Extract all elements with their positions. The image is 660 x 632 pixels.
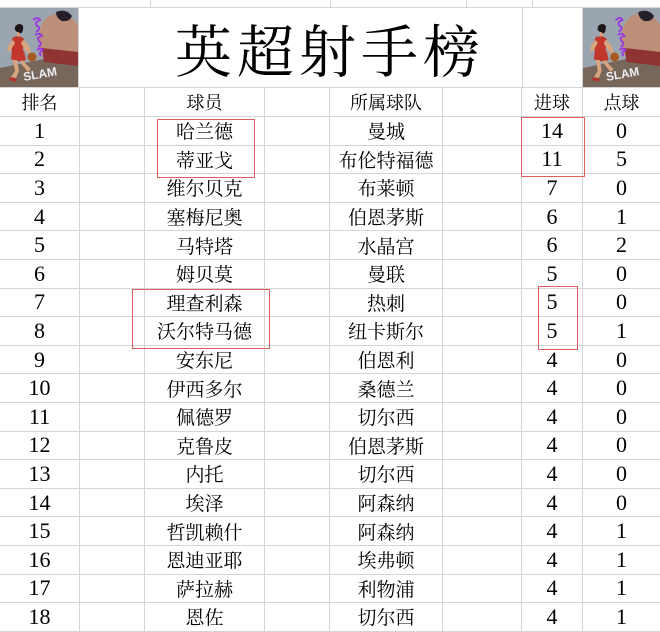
header-goals: 进球 xyxy=(522,88,583,117)
cell-team: 阿森纳 xyxy=(330,489,443,518)
table-row xyxy=(0,203,660,232)
cell-rank: 14 xyxy=(0,489,80,518)
header-penalties: 点球 xyxy=(583,88,660,117)
cell-spacer xyxy=(80,289,145,318)
cell-player: 维尔贝克 xyxy=(145,174,265,203)
cell-team: 切尔西 xyxy=(330,603,443,632)
cell-spacer xyxy=(265,231,330,260)
cell-spacer xyxy=(80,231,145,260)
cell-rank: 2 xyxy=(0,146,80,175)
table-row xyxy=(0,317,660,346)
table-row xyxy=(0,289,660,318)
cell-spacer xyxy=(80,174,145,203)
gridline xyxy=(150,0,151,7)
cell-rank: 3 xyxy=(0,174,80,203)
cell-spacer xyxy=(265,432,330,461)
table-row xyxy=(0,432,660,461)
cell-team: 切尔西 xyxy=(330,403,443,432)
cell-player: 埃泽 xyxy=(145,489,265,518)
cell-goals: 6 xyxy=(522,203,583,232)
slam-dunk-image-left xyxy=(0,8,79,87)
cell-spacer xyxy=(265,546,330,575)
cell-rank: 11 xyxy=(0,403,80,432)
cell-penalties: 0 xyxy=(583,460,660,489)
cell-player: 沃尔特马德 xyxy=(145,317,265,346)
cell-penalties: 0 xyxy=(583,489,660,518)
table-row xyxy=(0,174,660,203)
cell-penalties: 1 xyxy=(583,517,660,546)
cell-spacer xyxy=(443,317,522,346)
cell-player: 恩迪亚耶 xyxy=(145,546,265,575)
cell-spacer xyxy=(80,146,145,175)
cell-penalties: 0 xyxy=(583,117,660,146)
cell-spacer xyxy=(443,432,522,461)
cell-spacer xyxy=(443,231,522,260)
cell-goals: 4 xyxy=(522,517,583,546)
table-row xyxy=(0,403,660,432)
cell-goals: 6 xyxy=(522,231,583,260)
header-rank: 排名 xyxy=(0,88,80,117)
cell-rank: 17 xyxy=(0,575,80,604)
cell-penalties: 1 xyxy=(583,203,660,232)
cell-team: 伯恩利 xyxy=(330,346,443,375)
cell-goals: 4 xyxy=(522,575,583,604)
cell-spacer xyxy=(443,374,522,403)
cell-spacer xyxy=(443,260,522,289)
cell-spacer xyxy=(265,575,330,604)
cell-goals: 5 xyxy=(522,317,583,346)
cell-goals: 4 xyxy=(522,489,583,518)
cell-goals: 4 xyxy=(522,346,583,375)
cell-penalties: 0 xyxy=(583,260,660,289)
table-row xyxy=(0,260,660,289)
table-row xyxy=(0,575,660,604)
table-row xyxy=(0,374,660,403)
cell-spacer xyxy=(265,403,330,432)
cell-spacer xyxy=(80,432,145,461)
cell-spacer xyxy=(265,460,330,489)
cell-spacer xyxy=(80,489,145,518)
header-spacer xyxy=(80,88,145,117)
cell-spacer xyxy=(80,117,145,146)
cell-player: 理查利森 xyxy=(145,289,265,318)
cell-rank: 4 xyxy=(0,203,80,232)
cell-player: 哈兰德 xyxy=(145,117,265,146)
cell-penalties: 0 xyxy=(583,289,660,318)
cell-player: 安东尼 xyxy=(145,346,265,375)
title-row xyxy=(0,8,660,88)
cell-team: 利物浦 xyxy=(330,575,443,604)
cell-spacer xyxy=(80,403,145,432)
cell-player: 佩德罗 xyxy=(145,403,265,432)
cell-spacer xyxy=(265,374,330,403)
table-header-row xyxy=(0,88,660,117)
cell-team: 伯恩茅斯 xyxy=(330,432,443,461)
cell-spacer xyxy=(80,346,145,375)
cell-team: 布伦特福德 xyxy=(330,146,443,175)
cell-spacer xyxy=(265,489,330,518)
cell-goals: 4 xyxy=(522,603,583,632)
cell-penalties: 1 xyxy=(583,317,660,346)
cell-spacer xyxy=(265,174,330,203)
cell-penalties: 1 xyxy=(583,575,660,604)
gridline xyxy=(532,0,533,7)
cell-team: 切尔西 xyxy=(330,460,443,489)
cell-penalties: 0 xyxy=(583,374,660,403)
table-row xyxy=(0,517,660,546)
cell-rank: 18 xyxy=(0,603,80,632)
cell-spacer xyxy=(443,575,522,604)
cell-penalties: 0 xyxy=(583,403,660,432)
cell-penalties: 0 xyxy=(583,432,660,461)
cell-goals: 4 xyxy=(522,546,583,575)
cell-team: 热刺 xyxy=(330,289,443,318)
table-row xyxy=(0,546,660,575)
cell-goals: 7 xyxy=(522,174,583,203)
cell-spacer xyxy=(80,317,145,346)
cell-rank: 1 xyxy=(0,117,80,146)
cell-penalties: 0 xyxy=(583,174,660,203)
cell-player: 蒂亚戈 xyxy=(145,146,265,175)
table-row xyxy=(0,346,660,375)
table-row xyxy=(0,146,660,175)
cell-rank: 13 xyxy=(0,460,80,489)
cell-penalties: 1 xyxy=(583,603,660,632)
cell-spacer xyxy=(443,117,522,146)
cell-spacer xyxy=(443,546,522,575)
cell-spacer xyxy=(80,460,145,489)
cell-rank: 16 xyxy=(0,546,80,575)
table-row xyxy=(0,460,660,489)
cell-spacer xyxy=(80,575,145,604)
cell-spacer xyxy=(443,289,522,318)
cell-rank: 12 xyxy=(0,432,80,461)
cell-player: 伊西多尔 xyxy=(145,374,265,403)
cell-penalties: 0 xyxy=(583,346,660,375)
cell-spacer xyxy=(265,260,330,289)
cell-spacer xyxy=(265,603,330,632)
table-row xyxy=(0,231,660,260)
cell-spacer xyxy=(265,289,330,318)
cell-spacer xyxy=(265,117,330,146)
table-body xyxy=(0,117,660,632)
cell-goals: 4 xyxy=(522,403,583,432)
cell-spacer xyxy=(265,203,330,232)
cell-spacer xyxy=(443,603,522,632)
cell-goals: 4 xyxy=(522,432,583,461)
cell-penalties: 5 xyxy=(583,146,660,175)
cell-player: 马特塔 xyxy=(145,231,265,260)
cell-spacer xyxy=(443,203,522,232)
cell-goals: 4 xyxy=(522,374,583,403)
cell-goals: 5 xyxy=(522,289,583,318)
cell-goals: 4 xyxy=(522,460,583,489)
header-player: 球员 xyxy=(145,88,265,117)
cell-rank: 7 xyxy=(0,289,80,318)
cell-spacer xyxy=(265,517,330,546)
table-row xyxy=(0,603,660,632)
cell-spacer xyxy=(443,489,522,518)
header-spacer xyxy=(265,88,330,117)
table-row xyxy=(0,117,660,146)
cell-team: 桑德兰 xyxy=(330,374,443,403)
cell-spacer xyxy=(265,317,330,346)
cell-spacer xyxy=(80,260,145,289)
cell-team: 埃弗顿 xyxy=(330,546,443,575)
cell-spacer xyxy=(80,517,145,546)
cell-team: 布莱顿 xyxy=(330,174,443,203)
cell-rank: 15 xyxy=(0,517,80,546)
gridline xyxy=(522,8,523,87)
cell-penalties: 2 xyxy=(583,231,660,260)
cell-rank: 8 xyxy=(0,317,80,346)
cell-rank: 9 xyxy=(0,346,80,375)
cell-team: 水晶宫 xyxy=(330,231,443,260)
table-row xyxy=(0,489,660,518)
cell-team: 纽卡斯尔 xyxy=(330,317,443,346)
header-team: 所属球队 xyxy=(330,88,443,117)
cell-team: 伯恩茅斯 xyxy=(330,203,443,232)
cell-team: 曼联 xyxy=(330,260,443,289)
cell-team: 阿森纳 xyxy=(330,517,443,546)
cell-player: 恩佐 xyxy=(145,603,265,632)
cell-penalties: 1 xyxy=(583,546,660,575)
cell-spacer xyxy=(80,603,145,632)
slam-dunk-image-right xyxy=(582,8,660,87)
cell-spacer xyxy=(265,346,330,375)
cell-player: 萨拉赫 xyxy=(145,575,265,604)
cell-player: 姆贝莫 xyxy=(145,260,265,289)
cell-spacer xyxy=(443,146,522,175)
cell-spacer xyxy=(80,374,145,403)
cell-player: 克鲁皮 xyxy=(145,432,265,461)
cell-player: 塞梅尼奥 xyxy=(145,203,265,232)
cell-spacer xyxy=(443,517,522,546)
page-title: 英超射手榜 xyxy=(175,21,485,85)
cell-spacer xyxy=(265,146,330,175)
cell-spacer xyxy=(80,546,145,575)
cell-goals: 5 xyxy=(522,260,583,289)
cell-goals: 14 xyxy=(522,117,583,146)
cell-spacer xyxy=(443,174,522,203)
cell-spacer xyxy=(443,460,522,489)
cell-player: 哲凯赖什 xyxy=(145,517,265,546)
cell-spacer xyxy=(443,403,522,432)
header-spacer xyxy=(443,88,522,117)
cell-team: 曼城 xyxy=(330,117,443,146)
cell-goals: 11 xyxy=(522,146,583,175)
cell-rank: 10 xyxy=(0,374,80,403)
cell-spacer xyxy=(80,203,145,232)
cell-rank: 5 xyxy=(0,231,80,260)
cell-player: 内托 xyxy=(145,460,265,489)
cell-spacer xyxy=(443,346,522,375)
cell-rank: 6 xyxy=(0,260,80,289)
